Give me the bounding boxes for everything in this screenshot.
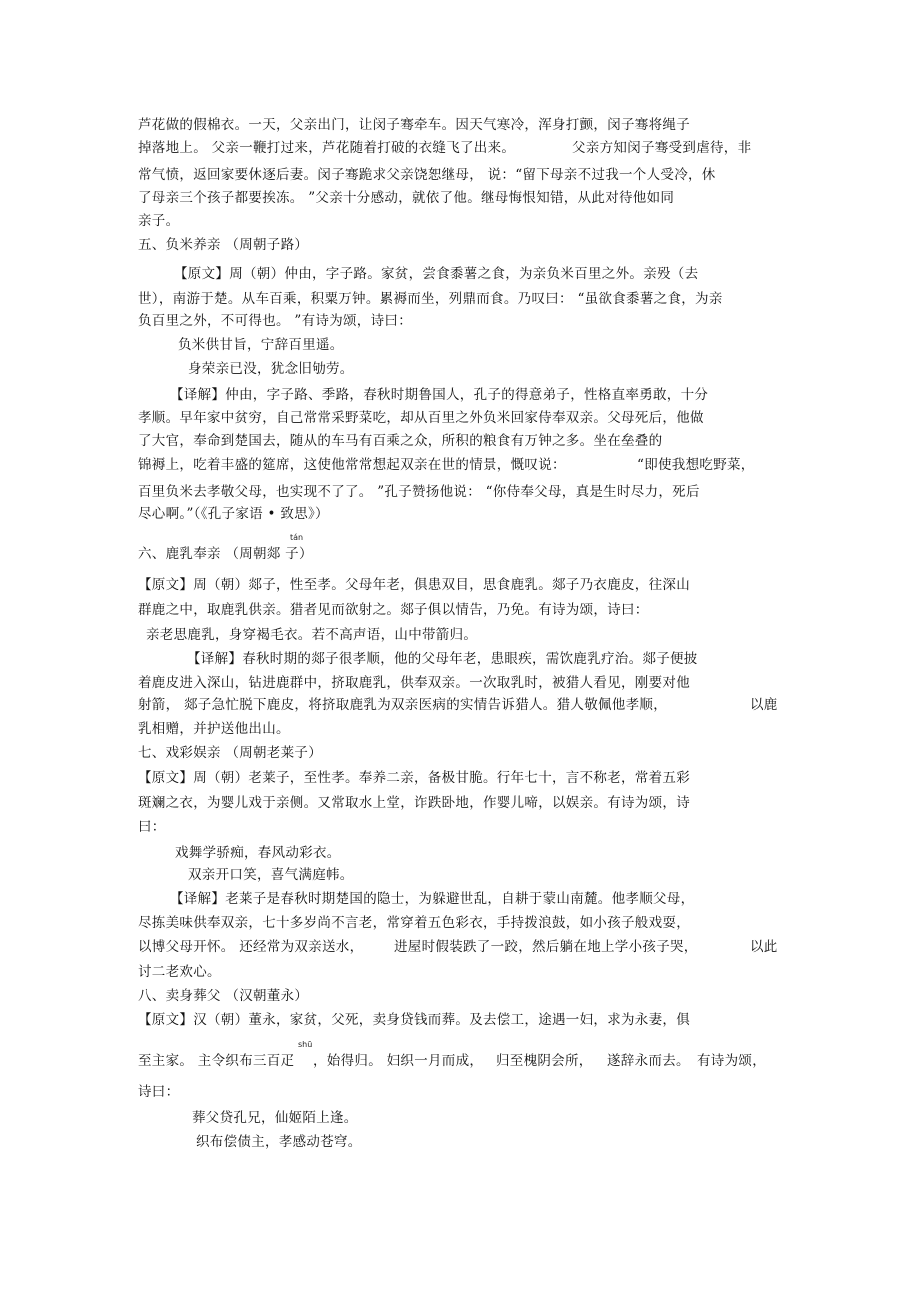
poem-line: 织布偿债主，孝感动苍穹。: [196, 1134, 362, 1150]
original-text-line: 【原文】周（朝）仲由，字子路。家贫，尝食黍薯之食，为亲负米百里之外。亲殁（去: [174, 266, 699, 282]
original-text-line: 至主家。 主令织布三百疋: [138, 1053, 295, 1069]
paragraph-line: 父亲方知闵子骞受到虐待，非: [572, 140, 752, 156]
explanation-line: 着鹿皮进入深山，钻进鹿群中，挤取鹿乳，供奉双亲。一次取乳时，被猎人看见，刚要对他: [138, 675, 690, 691]
paragraph-line: 亲子。: [138, 213, 180, 229]
explanation-line: 以鹿: [750, 697, 778, 713]
section-heading: 五、负米养亲 （周朝子路）: [138, 237, 309, 253]
explanation-line: 【译解】春秋时期的郯子很孝顺，他的父母年老，患眼疾，需饮鹿乳疗治。郯子便披: [187, 651, 698, 667]
explanation-line: 射箭， 郯子急忙脱下鹿皮，将挤取鹿乳为双亲医病的实情告诉猎人。猎人敬佩他孝顺，: [138, 697, 667, 713]
original-text-line: 斑斓之衣，为婴儿戏于亲侧。又常取水上堂，诈跌卧地，作婴儿啼，以娱亲。有诗为颂，诗: [138, 795, 690, 811]
section-heading: 八、卖身葬父 （汉朝董永）: [138, 988, 309, 1004]
explanation-line: “即使我想吃野菜，: [637, 457, 755, 473]
explanation-line: 【译解】仲由，字子路、季路，春秋时期鲁国人，孔子的得意弟子，性格直率勇敢，十分: [170, 387, 709, 403]
original-text-line: 诗曰：: [138, 1084, 180, 1100]
poem-line: 葬父贷孔兄，仙姬陌上逢。: [192, 1110, 358, 1126]
original-text-line: 负百里之外，不可得也。 ”有诗为颂，诗曰：: [138, 313, 412, 329]
poem-line: 亲老思鹿乳，身穿褐毛衣。若不高声语，山中带箭归。: [146, 627, 478, 643]
pinyin-annotation: shū: [298, 1040, 313, 1049]
original-text-line: 【原文】周（朝）老莱子，至性孝。奉养二亲，备极甘脆。行年七十，言不称老，常着五彩: [138, 770, 690, 786]
original-text-line: ，始得归。 妇织一月而成，: [313, 1053, 484, 1069]
pinyin-annotation: tán: [290, 533, 304, 542]
original-text-line: 群鹿之中，取鹿乳供亲。猎者见而欲射之。郯子俱以情告，乃免。有诗为颂，诗曰：: [138, 602, 649, 618]
section-heading: 七、戏彩娱亲 （周朝老莱子）: [138, 745, 322, 761]
explanation-line: 尽心啊。”（《孔子家语 • 致思》）: [138, 506, 329, 522]
explanation-line: 锦褥上，吃着丰盛的筵席，这使他常常想起双亲在世的情景，慨叹说：: [138, 457, 566, 473]
paragraph-line: 了母亲三个孩子都要挨冻。 ”父亲十分感动，就依了他。继母悔恨知错，从此对待他如同: [138, 190, 675, 206]
original-text-line: 【原文】周（朝）郯子，性至孝。父母年老，俱患双目，思食鹿乳。郯子乃衣鹿皮，往深山: [138, 577, 690, 593]
section-heading: 六、鹿乳奉亲 （周朝郯 子）: [138, 546, 313, 562]
original-text-line: 【原文】汉（朝）董永，家贫，父死，卖身贷钱而葬。及去偿工，途遇一妇，求为永妻，俱: [138, 1012, 690, 1028]
original-text-line: 曰：: [138, 819, 166, 835]
poem-line: 身荣亲已没，犹念旧劬劳。: [188, 361, 354, 377]
explanation-line: 尽拣美味供奉双亲，七十多岁尚不言老，常穿着五色彩衣，手持拨浪鼓，如小孩子般戏耍，: [138, 915, 690, 931]
explanation-line: 【译解】老莱子是春秋时期楚国的隐士，为躲避世乱，自耕于蒙山南麓。他孝顺父母，: [170, 891, 695, 907]
explanation-line: 了大官，奉命到楚国去，随从的车马有百乘之众，所积的粮食有万钟之多。坐在垒叠的: [138, 433, 663, 449]
explanation-line: 以博父母开怀。 还经常为双亲送水，: [138, 939, 364, 955]
explanation-line: 以此: [750, 939, 778, 955]
poem-line: 双亲开口笑，喜气满庭帏。: [188, 867, 354, 883]
original-text-line: 有诗为颂，: [697, 1053, 766, 1069]
explanation-line: 乳相赠，并护送他出山。: [138, 721, 290, 737]
poem-line: 负米供甘旨，宁辞百里遥。: [178, 337, 344, 353]
explanation-line: 讨二老欢心。: [138, 964, 221, 980]
poem-line: 戏舞学骄痴，春风动彩衣。: [175, 845, 341, 861]
explanation-line: 百里负米去孝敬父母，也实现不了了。 ”孔子赞扬他说： “你侍奉父母，真是生时尽力，死后: [138, 484, 700, 500]
explanation-line: 孝顺。早年家中贫穷，自己常常采野菜吃，却从百里之外负米回家侍奉双亲。父母死后，他做: [138, 410, 704, 426]
original-text-line: 归至槐阴会所，: [496, 1053, 593, 1069]
explanation-line: 进屋时假装跌了一跤，然后躺在地上学小孩子哭，: [394, 939, 698, 955]
original-text-line: 遂辞永而去。: [607, 1053, 690, 1069]
paragraph-line: 掉落地上。 父亲一鞭打过来，芦花随着打破的衣缝飞了出来。: [138, 140, 516, 156]
paragraph-line: 芦花做的假棉衣。一天，父亲出门，让闵子骞牵车。因天气寒冷，浑身打颤，闵子骞将绳子: [138, 117, 690, 133]
paragraph-line: 常气愤，返回家要休逐后妻。闵子骞跪求父亲饶恕继母， 说：“留下母亲不过我一个人受冷，休: [138, 167, 716, 183]
original-text-line: 世），南游于楚。从车百乘，积粟万钟。累褥而坐，列鼎而食。乃叹曰： “虽欲食黍薯之食，为亲: [138, 291, 723, 307]
